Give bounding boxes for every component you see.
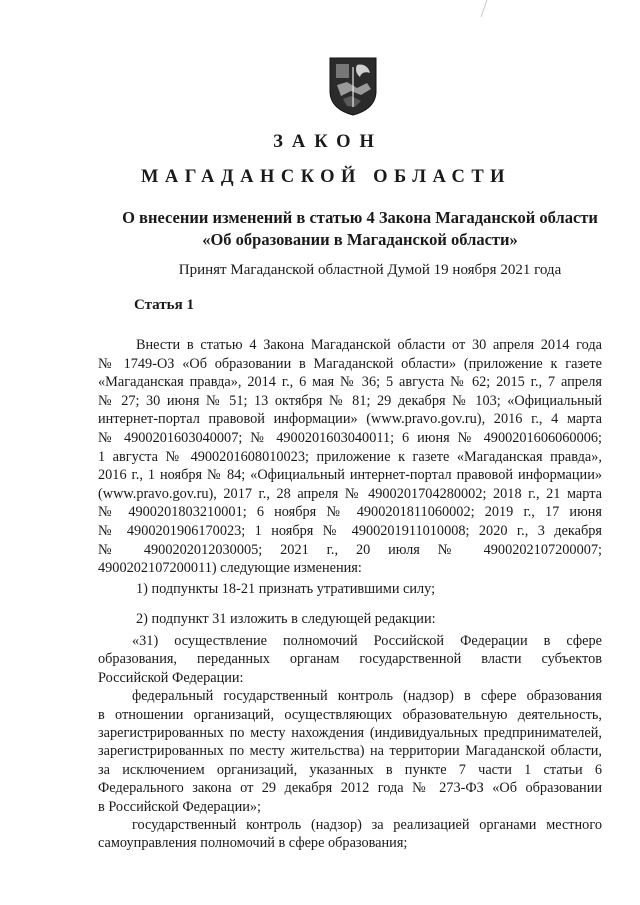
item-1-text: 1) подпункты 18-21 признать утратившими силу; [136,581,436,597]
article-intro-paragraph [98,336,602,578]
pen-mark [480,0,488,18]
text-line: интернет-портал правовой информации» (www.pravo.gov.ru), 2016 г., 4 марта [98,411,602,428]
document-subtitle [80,207,640,251]
text-line: Внести в статью 4 Закона Магаданской области от 30 апреля 2014 года [136,337,602,353]
text-line: (www.pravo.gov.ru), 2017 г., 28 апреля № 4900201704280002; 2018 г., 21 марта [98,485,602,502]
text-line: 2016 г., 1 ноября № 84; «Официальный интернет-портал правовой информации» [98,467,602,484]
text-line: государственный контроль (надзор) за реализацией органами местного [132,817,602,834]
text-line: № 27; 30 июня № 51; 13 октября № 81; 29 декабря № 103; «Официальный [98,392,602,409]
subtitle-line: «Об образовании в Магаданской области» [202,230,518,249]
article-heading: Статья 1 [134,297,194,313]
text-line: «31) осуществление полномочий Российской Федерации в сфере [132,633,602,649]
text-line: зарегистрированных по месту нахождения (индивидуальных предпринимателей, [98,725,602,742]
text-line: в Российской Федерации»; [98,798,261,815]
text-line: Российской Федерации: [98,669,244,686]
text-line: самоуправления полномочий в сфере образования; [98,835,408,852]
text-line: образования, переданных органам государственной власти субъектов [98,651,602,668]
text-line: федеральный государственный контроль (надзор) в сфере образования [132,688,602,705]
text-line: № 4900201603040007; № 4900201603040011; 6 июня № 4900201606060006; [98,429,602,446]
adoption-line: Принят Магаданской областной Думой 19 ноября 2021 года [178,262,562,278]
text-line: за исключением организаций, указанных в пункте 7 части 1 статьи 6 [98,761,602,778]
text-line: № 4900201906170023; 1 ноября № 4900201911010008; 2020 г., 3 декабря [98,522,602,539]
amendment-block [98,632,602,853]
coat-of-arms-emblem [327,55,379,117]
text-line: № 1749-ОЗ «Об образовании в Магаданской области» (приложение к газете [98,355,602,372]
text-line: № 4900202012030005; 2021 г., 20 июля № 4900202107200007; [98,541,602,558]
text-line: «Магаданская правда», 2014 г., 6 мая № 36; 5 августа № 62; 2015 г., 7 апреля [98,374,602,391]
text-line: зарегистрированных по месту жительства) на территории Магаданской области, [98,743,602,760]
text-line: 4900202107200011) следующие изменения: [98,560,362,577]
subtitle-line: О внесении изменений в статью 4 Закона Магаданской области [122,208,598,227]
region-title: МАГАДАНСКОЙ ОБЛАСТИ [140,167,512,187]
text-line: Федерального закона от 29 декабря 2012 года № 273-ФЗ «Об образовании [98,780,602,797]
text-line: № 4900201803210001; 6 ноября № 4900201811060002; 2019 г., 17 июня [98,504,602,521]
text-line: 1 августа № 4900201608010023; приложение к газете «Магаданская правда», [98,448,602,465]
text-line: в отношении организаций, осуществляющих образовательную деятельность, [98,706,602,723]
item-2-text: 2) подпункт 31 изложить в следующей редакции: [136,611,436,627]
law-title: ЗАКОН [273,132,383,152]
